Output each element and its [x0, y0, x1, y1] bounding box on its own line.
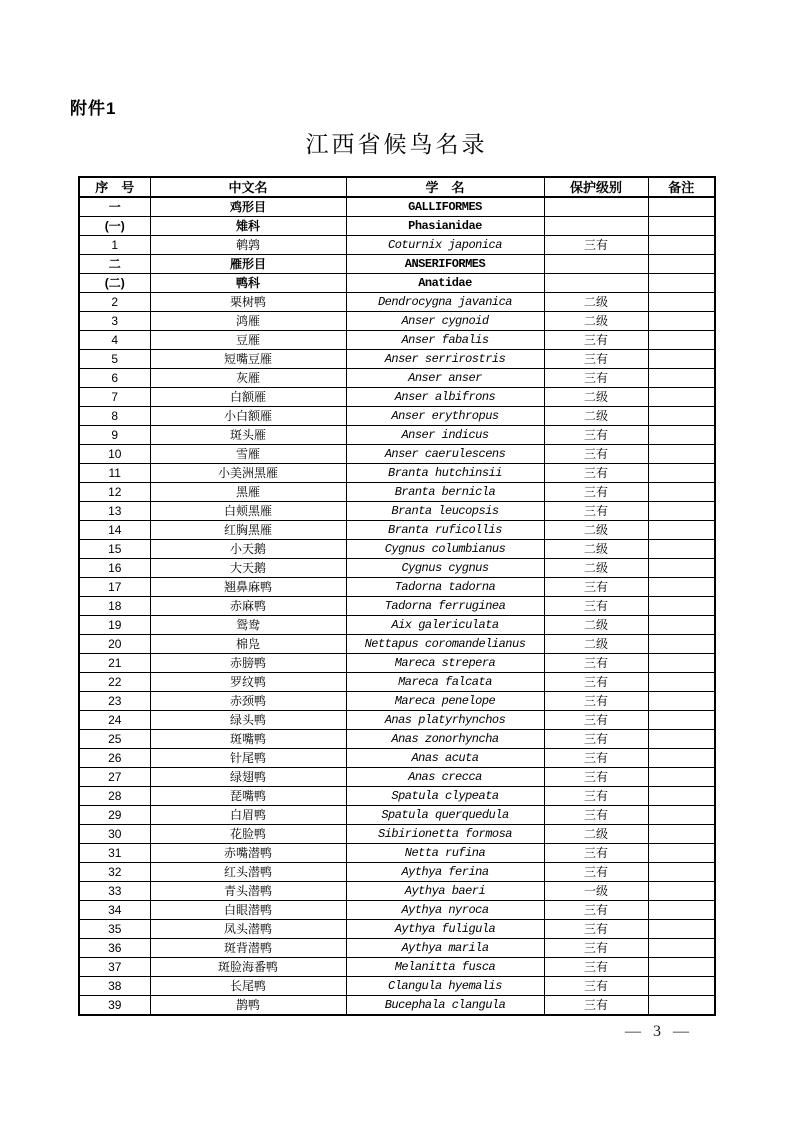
cell-remark [648, 464, 715, 483]
cell-chinese-name: 雉科 [150, 217, 346, 236]
cell-scientific-name: Aythya baeri [346, 882, 544, 901]
cell-serial-number: 20 [79, 635, 150, 654]
cell-scientific-name: Cygnus cygnus [346, 559, 544, 578]
cell-serial-number: 33 [79, 882, 150, 901]
cell-serial-number: 39 [79, 996, 150, 1016]
cell-remark [648, 768, 715, 787]
header-remark: 备注 [648, 177, 715, 197]
cell-chinese-name: 红胸黑雁 [150, 521, 346, 540]
table-header [79, 177, 715, 197]
cell-chinese-name: 大天鹅 [150, 559, 346, 578]
cell-protection-level: 三有 [544, 768, 648, 787]
cell-protection-level: 二级 [544, 635, 648, 654]
cell-protection-level: 三有 [544, 654, 648, 673]
cell-chinese-name: 赤膀鸭 [150, 654, 346, 673]
cell-protection-level: 三有 [544, 958, 648, 977]
cell-chinese-name: 赤颈鸭 [150, 692, 346, 711]
cell-scientific-name: Anser anser [346, 369, 544, 388]
cell-scientific-name: Clangula hyemalis [346, 977, 544, 996]
cell-chinese-name: 棉凫 [150, 635, 346, 654]
cell-scientific-name: Aythya marila [346, 939, 544, 958]
cell-scientific-name: Anser cygnoid [346, 312, 544, 331]
cell-serial-number: 1 [79, 236, 150, 255]
cell-remark [648, 388, 715, 407]
cell-serial-number: 27 [79, 768, 150, 787]
table-row-species [79, 711, 715, 730]
cell-remark [648, 673, 715, 692]
cell-serial-number: 14 [79, 521, 150, 540]
cell-protection-level: 二级 [544, 521, 648, 540]
cell-protection-level: 三有 [544, 996, 648, 1016]
cell-serial-number: (二) [79, 274, 150, 293]
cell-protection-level [544, 197, 648, 217]
cell-remark [648, 502, 715, 521]
table-row-order [79, 255, 715, 274]
cell-remark [648, 863, 715, 882]
cell-chinese-name: 鹌鹑 [150, 236, 346, 255]
cell-serial-number: 9 [79, 426, 150, 445]
cell-serial-number: 21 [79, 654, 150, 673]
cell-serial-number: 10 [79, 445, 150, 464]
table-row-species [79, 901, 715, 920]
cell-protection-level: 二级 [544, 388, 648, 407]
table-row-species [79, 692, 715, 711]
cell-remark [648, 825, 715, 844]
cell-scientific-name: Branta ruficollis [346, 521, 544, 540]
table-row-species [79, 806, 715, 825]
cell-protection-level: 二级 [544, 559, 648, 578]
cell-scientific-name: Branta bernicla [346, 483, 544, 502]
cell-remark [648, 749, 715, 768]
cell-remark [648, 331, 715, 350]
table-row-species [79, 559, 715, 578]
cell-chinese-name: 黑雁 [150, 483, 346, 502]
cell-scientific-name: Aythya ferina [346, 863, 544, 882]
cell-chinese-name: 小天鹅 [150, 540, 346, 559]
cell-serial-number: 24 [79, 711, 150, 730]
cell-chinese-name: 雁形目 [150, 255, 346, 274]
cell-scientific-name: Sibirionetta formosa [346, 825, 544, 844]
table-row-species [79, 825, 715, 844]
cell-scientific-name: Coturnix japonica [346, 236, 544, 255]
cell-protection-level: 三有 [544, 939, 648, 958]
cell-scientific-name: Anser serrirostris [346, 350, 544, 369]
cell-protection-level: 三有 [544, 464, 648, 483]
cell-scientific-name: Mareca falcata [346, 673, 544, 692]
cell-chinese-name: 青头潜鸭 [150, 882, 346, 901]
header-chinese-name: 中文名 [150, 177, 346, 197]
cell-remark [648, 616, 715, 635]
cell-chinese-name: 斑脸海番鸭 [150, 958, 346, 977]
cell-remark [648, 255, 715, 274]
cell-protection-level: 三有 [544, 977, 648, 996]
cell-remark [648, 787, 715, 806]
cell-scientific-name: Spatula querquedula [346, 806, 544, 825]
cell-remark [648, 540, 715, 559]
cell-remark [648, 920, 715, 939]
cell-serial-number: 36 [79, 939, 150, 958]
cell-serial-number: 4 [79, 331, 150, 350]
cell-scientific-name: Phasianidae [346, 217, 544, 236]
table-row-species [79, 578, 715, 597]
cell-scientific-name: Melanitta fusca [346, 958, 544, 977]
cell-remark [648, 939, 715, 958]
cell-serial-number: 29 [79, 806, 150, 825]
cell-remark [648, 274, 715, 293]
cell-remark [648, 407, 715, 426]
table-row-species [79, 939, 715, 958]
cell-scientific-name: Tadorna tadorna [346, 578, 544, 597]
cell-remark [648, 217, 715, 236]
cell-protection-level: 二级 [544, 540, 648, 559]
cell-remark [648, 426, 715, 445]
table-row-species [79, 312, 715, 331]
cell-serial-number: 34 [79, 901, 150, 920]
cell-protection-level: 三有 [544, 730, 648, 749]
table-row-species [79, 388, 715, 407]
cell-remark [648, 483, 715, 502]
cell-scientific-name: Tadorna ferruginea [346, 597, 544, 616]
cell-serial-number: 35 [79, 920, 150, 939]
table-row-species [79, 331, 715, 350]
table-row-species [79, 464, 715, 483]
table-row-species [79, 426, 715, 445]
cell-chinese-name: 花脸鸭 [150, 825, 346, 844]
cell-serial-number: 19 [79, 616, 150, 635]
cell-scientific-name: Anas platyrhynchos [346, 711, 544, 730]
cell-scientific-name: Anas crecca [346, 768, 544, 787]
cell-scientific-name: Mareca penelope [346, 692, 544, 711]
cell-chinese-name: 红头潜鸭 [150, 863, 346, 882]
cell-remark [648, 901, 715, 920]
table-row-species [79, 882, 715, 901]
cell-scientific-name: Branta hutchinsii [346, 464, 544, 483]
cell-remark [648, 445, 715, 464]
cell-scientific-name: Anas zonorhyncha [346, 730, 544, 749]
cell-chinese-name: 斑头雁 [150, 426, 346, 445]
cell-remark [648, 996, 715, 1016]
cell-remark [648, 236, 715, 255]
cell-scientific-name: Aix galericulata [346, 616, 544, 635]
cell-serial-number: 37 [79, 958, 150, 977]
table-row-species [79, 407, 715, 426]
cell-remark [648, 711, 715, 730]
cell-remark [648, 369, 715, 388]
cell-protection-level: 三有 [544, 787, 648, 806]
table-row-species [79, 768, 715, 787]
cell-serial-number: 22 [79, 673, 150, 692]
table-row-species [79, 369, 715, 388]
cell-serial-number: 6 [79, 369, 150, 388]
table-row-species [79, 483, 715, 502]
cell-remark [648, 882, 715, 901]
cell-serial-number: 11 [79, 464, 150, 483]
cell-serial-number: 2 [79, 293, 150, 312]
cell-protection-level: 三有 [544, 369, 648, 388]
cell-protection-level: 三有 [544, 806, 648, 825]
cell-serial-number: 32 [79, 863, 150, 882]
table-row-species [79, 958, 715, 977]
cell-serial-number: 16 [79, 559, 150, 578]
cell-remark [648, 730, 715, 749]
cell-remark [648, 977, 715, 996]
table-row-species [79, 673, 715, 692]
cell-scientific-name: Anser fabalis [346, 331, 544, 350]
cell-chinese-name: 斑嘴鸭 [150, 730, 346, 749]
header-protection-level: 保护级别 [544, 177, 648, 197]
cell-protection-level: 三有 [544, 502, 648, 521]
cell-protection-level [544, 217, 648, 236]
table-row-species [79, 293, 715, 312]
cell-chinese-name: 白颊黑雁 [150, 502, 346, 521]
cell-chinese-name: 鸭科 [150, 274, 346, 293]
cell-chinese-name: 绿翅鸭 [150, 768, 346, 787]
cell-protection-level: 三有 [544, 483, 648, 502]
cell-protection-level: 三有 [544, 673, 648, 692]
cell-serial-number: 二 [79, 255, 150, 274]
table-row-family [79, 274, 715, 293]
table-row-species [79, 749, 715, 768]
cell-protection-level: 三有 [544, 236, 648, 255]
cell-serial-number: 7 [79, 388, 150, 407]
table-row-species [79, 540, 715, 559]
header-serial-number: 序 号 [79, 177, 150, 197]
table-row-order [79, 197, 715, 217]
cell-scientific-name: Nettapus coromandelianus [346, 635, 544, 654]
cell-protection-level: 三有 [544, 863, 648, 882]
cell-scientific-name: Branta leucopsis [346, 502, 544, 521]
cell-scientific-name: Anser caerulescens [346, 445, 544, 464]
cell-chinese-name: 斑背潜鸭 [150, 939, 346, 958]
table-row-species [79, 730, 715, 749]
table-row-species [79, 635, 715, 654]
table-row-species [79, 350, 715, 369]
cell-scientific-name: Netta rufina [346, 844, 544, 863]
cell-protection-level: 三有 [544, 844, 648, 863]
cell-protection-level: 三有 [544, 711, 648, 730]
cell-chinese-name: 白额雁 [150, 388, 346, 407]
table-row-species [79, 977, 715, 996]
cell-serial-number: 8 [79, 407, 150, 426]
cell-remark [648, 635, 715, 654]
cell-chinese-name: 凤头潜鸭 [150, 920, 346, 939]
cell-protection-level: 三有 [544, 578, 648, 597]
cell-protection-level: 一级 [544, 882, 648, 901]
cell-chinese-name: 雪雁 [150, 445, 346, 464]
cell-serial-number: 26 [79, 749, 150, 768]
cell-chinese-name: 白眼潜鸭 [150, 901, 346, 920]
cell-protection-level: 三有 [544, 445, 648, 464]
cell-chinese-name: 琵嘴鸭 [150, 787, 346, 806]
cell-serial-number: 3 [79, 312, 150, 331]
table-header-row [79, 177, 715, 197]
table-row-species [79, 445, 715, 464]
cell-serial-number: 18 [79, 597, 150, 616]
cell-remark [648, 578, 715, 597]
cell-scientific-name: Cygnus columbianus [346, 540, 544, 559]
cell-protection-level: 三有 [544, 749, 648, 768]
cell-serial-number: (一) [79, 217, 150, 236]
cell-remark [648, 197, 715, 217]
cell-remark [648, 350, 715, 369]
cell-scientific-name: Anser erythropus [346, 407, 544, 426]
cell-serial-number: 15 [79, 540, 150, 559]
cell-remark [648, 654, 715, 673]
cell-remark [648, 293, 715, 312]
cell-scientific-name: Anas acuta [346, 749, 544, 768]
table-row-species [79, 920, 715, 939]
cell-scientific-name: Anatidae [346, 274, 544, 293]
cell-protection-level: 三有 [544, 901, 648, 920]
cell-serial-number: 23 [79, 692, 150, 711]
table-row-family [79, 217, 715, 236]
cell-remark [648, 844, 715, 863]
cell-chinese-name: 短嘴豆雁 [150, 350, 346, 369]
cell-scientific-name: Mareca strepera [346, 654, 544, 673]
cell-remark [648, 806, 715, 825]
cell-chinese-name: 鸿雁 [150, 312, 346, 331]
cell-protection-level [544, 255, 648, 274]
table-row-species [79, 996, 715, 1016]
cell-chinese-name: 灰雁 [150, 369, 346, 388]
cell-scientific-name: Bucephala clangula [346, 996, 544, 1016]
cell-serial-number: 12 [79, 483, 150, 502]
cell-protection-level: 二级 [544, 825, 648, 844]
cell-chinese-name: 小白额雁 [150, 407, 346, 426]
cell-protection-level: 三有 [544, 597, 648, 616]
cell-scientific-name: Aythya nyroca [346, 901, 544, 920]
cell-chinese-name: 白眉鸭 [150, 806, 346, 825]
cell-scientific-name: Anser indicus [346, 426, 544, 445]
header-scientific-name: 学 名 [346, 177, 544, 197]
cell-chinese-name: 绿头鸭 [150, 711, 346, 730]
cell-chinese-name: 栗树鸭 [150, 293, 346, 312]
cell-chinese-name: 长尾鸭 [150, 977, 346, 996]
table-row-species [79, 787, 715, 806]
cell-chinese-name: 小美洲黑雁 [150, 464, 346, 483]
cell-remark [648, 521, 715, 540]
cell-protection-level: 二级 [544, 616, 648, 635]
table-row-species [79, 236, 715, 255]
cell-protection-level: 三有 [544, 331, 648, 350]
cell-serial-number: 5 [79, 350, 150, 369]
cell-remark [648, 559, 715, 578]
cell-chinese-name: 豆雁 [150, 331, 346, 350]
cell-serial-number: 31 [79, 844, 150, 863]
cell-chinese-name: 罗纹鸭 [150, 673, 346, 692]
table-body [79, 197, 715, 1015]
cell-protection-level: 二级 [544, 407, 648, 426]
cell-scientific-name: Anser albifrons [346, 388, 544, 407]
table-row-species [79, 597, 715, 616]
cell-scientific-name: Aythya fuligula [346, 920, 544, 939]
table-row-species [79, 521, 715, 540]
cell-protection-level: 三有 [544, 920, 648, 939]
table-row-species [79, 863, 715, 882]
cell-serial-number: 38 [79, 977, 150, 996]
cell-remark [648, 958, 715, 977]
cell-chinese-name: 赤嘴潜鸭 [150, 844, 346, 863]
cell-protection-level: 三有 [544, 350, 648, 369]
cell-serial-number: 30 [79, 825, 150, 844]
cell-protection-level [544, 274, 648, 293]
table-row-species [79, 502, 715, 521]
cell-serial-number: 25 [79, 730, 150, 749]
cell-serial-number: 17 [79, 578, 150, 597]
cell-chinese-name: 针尾鸭 [150, 749, 346, 768]
cell-scientific-name: Dendrocygna javanica [346, 293, 544, 312]
cell-chinese-name: 赤麻鸭 [150, 597, 346, 616]
page-number: — 3 — [625, 1023, 693, 1040]
cell-chinese-name: 鸳鸯 [150, 616, 346, 635]
bird-list-table [78, 176, 716, 1016]
cell-remark [648, 312, 715, 331]
cell-scientific-name: ANSERIFORMES [346, 255, 544, 274]
cell-scientific-name: GALLIFORMES [346, 197, 544, 217]
attachment-label: 附件1 [70, 99, 117, 118]
cell-remark [648, 692, 715, 711]
cell-protection-level: 二级 [544, 293, 648, 312]
cell-protection-level: 二级 [544, 312, 648, 331]
cell-scientific-name: Spatula clypeata [346, 787, 544, 806]
cell-serial-number: 13 [79, 502, 150, 521]
cell-protection-level: 三有 [544, 426, 648, 445]
cell-protection-level: 三有 [544, 692, 648, 711]
cell-serial-number: 28 [79, 787, 150, 806]
cell-chinese-name: 鸡形目 [150, 197, 346, 217]
cell-serial-number: 一 [79, 197, 150, 217]
table-row-species [79, 654, 715, 673]
table-row-species [79, 616, 715, 635]
page-title: 江西省候鸟名录 [305, 132, 488, 157]
table-row-species [79, 844, 715, 863]
cell-remark [648, 597, 715, 616]
cell-chinese-name: 鹊鸭 [150, 996, 346, 1016]
cell-chinese-name: 翘鼻麻鸭 [150, 578, 346, 597]
